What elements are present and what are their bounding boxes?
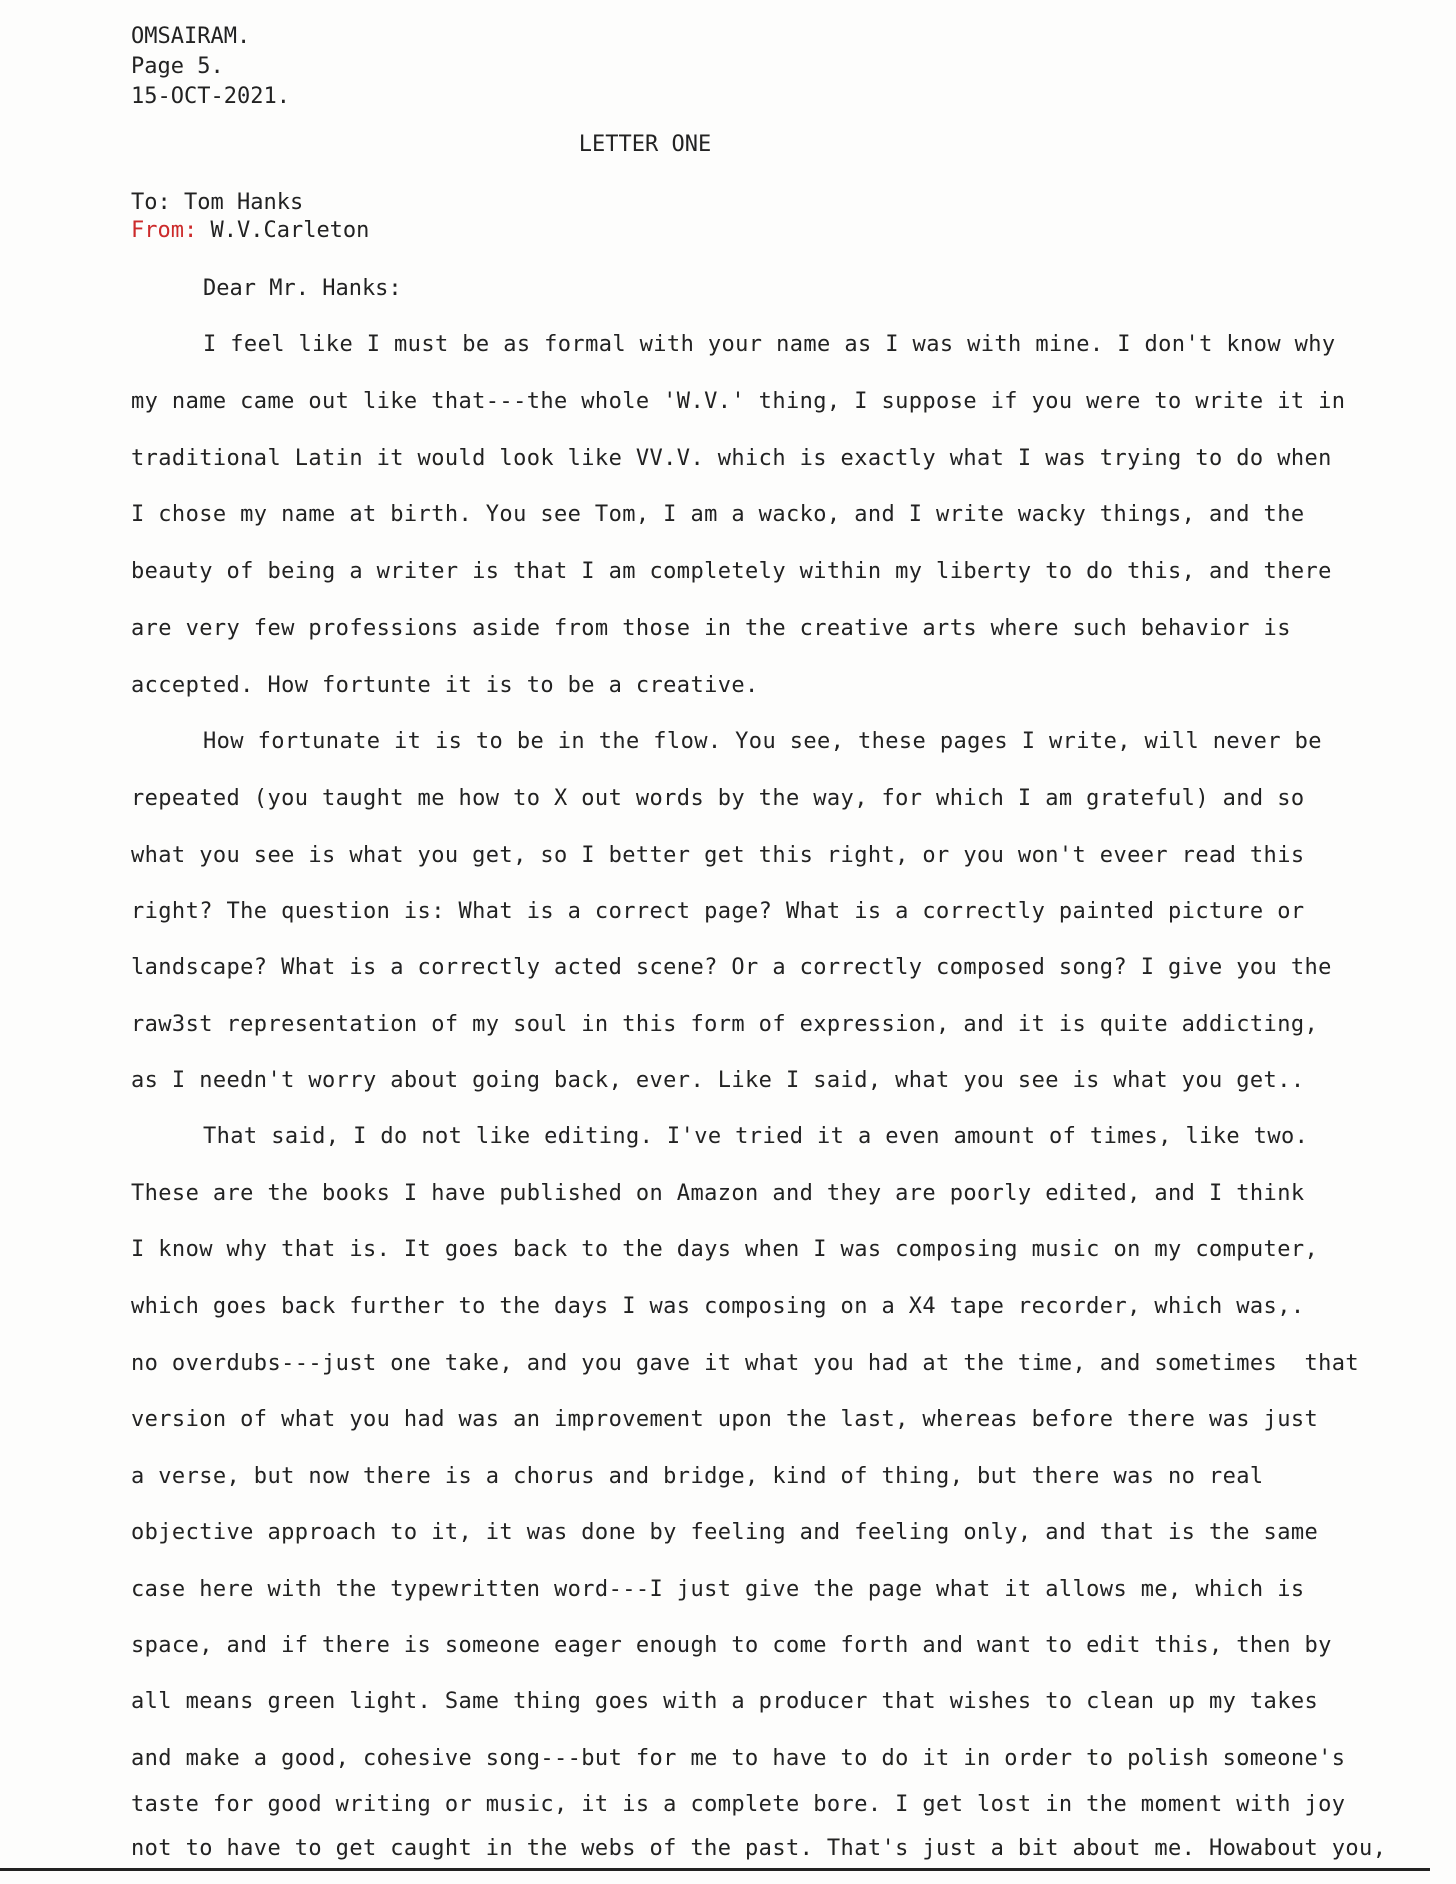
body-line: I feel like I must be as formal with your name as I was with mine. I don't know why bbox=[203, 332, 1336, 357]
body-line: all means green light. Same thing goes with a producer that wishes to clean up my takes bbox=[131, 1689, 1319, 1714]
letter-title: LETTER ONE bbox=[578, 132, 712, 157]
body-line: version of what you had was an improvement upon the last, whereas before there was just bbox=[131, 1407, 1319, 1432]
body-line: repeated (you taught me how to X out words by the way, for which I am grateful) and so bbox=[131, 786, 1305, 811]
body-line: and make a good, cohesive song---but for me to have to do it in order to polish someone's bbox=[131, 1746, 1346, 1771]
body-line: are very few professions aside from those in the creative arts where such behavior is bbox=[131, 616, 1291, 641]
recipient-line: To: Tom Hanks bbox=[131, 190, 304, 215]
body-line: raw3st representation of my soul in this form of expression, and it is quite addicting, bbox=[131, 1012, 1319, 1037]
letter-date: 15-OCT-2021. bbox=[131, 84, 290, 109]
body-line: taste for good writing or music, it is a complete bore. I get lost in the moment with joy bbox=[131, 1792, 1346, 1817]
body-line: what you see is what you get, so I better get this right, or you won't eveer read this bbox=[131, 843, 1305, 868]
body-line: landscape? What is a correctly acted scene? Or a correctly composed song? I give you the bbox=[131, 955, 1332, 980]
body-line: How fortunate it is to be in the flow. You see, these pages I write, will never be bbox=[203, 729, 1322, 754]
body-line: a verse, but now there is a chorus and bridge, kind of thing, but there was no real bbox=[131, 1464, 1264, 1489]
body-line: accepted. How fortunte it is to be a creative. bbox=[131, 673, 759, 698]
body-line: These are the books I have published on Amazon and they are poorly edited, and I think bbox=[131, 1181, 1305, 1206]
body-line: I know why that is. It goes back to the days when I was composing music on my computer, bbox=[131, 1237, 1319, 1262]
body-line: space, and if there is someone eager enough to come forth and want to edit this, then by bbox=[131, 1633, 1332, 1658]
body-line: objective approach to it, it was done by feeling and feeling only, and that is the same bbox=[131, 1520, 1319, 1545]
body-line: as I needn't worry about going back, ever. Like I said, what you see is what you get.. bbox=[131, 1068, 1305, 1093]
salutation: Dear Mr. Hanks: bbox=[203, 276, 402, 301]
page-number: Page 5. bbox=[131, 54, 224, 79]
body-line: case here with the typewritten word---I just give the page what it allows me, which is bbox=[131, 1577, 1305, 1602]
body-line: That said, I do not like editing. I've tried it a even amount of times, like two. bbox=[203, 1124, 1309, 1149]
body-line: no overdubs---just one take, and you gave it what you had at the time, and sometimes that bbox=[131, 1351, 1360, 1376]
body-line: my name came out like that---the whole 'W.V.' thing, I suppose if you were to write it in bbox=[131, 389, 1346, 414]
body-line: beauty of being a writer is that I am completely within my liberty to do this, and there bbox=[131, 559, 1332, 584]
sender-name: W.V.Carleton bbox=[197, 218, 370, 243]
body-line: right? The question is: What is a correct page? What is a correctly painted picture or bbox=[131, 899, 1305, 924]
page-bottom-edge bbox=[0, 1868, 1430, 1871]
body-line: not to have to get caught in the webs of the past. That's just a bit about me. Howabout you, bbox=[131, 1836, 1387, 1861]
header-greeting: OMSAIRAM. bbox=[131, 24, 251, 49]
body-line: I chose my name at birth. You see Tom, I am a wacko, and I write wacky things, and the bbox=[131, 502, 1305, 527]
body-line: which goes back further to the days I was composing on a X4 tape recorder, which was,. bbox=[131, 1294, 1305, 1319]
page-header bbox=[131, 22, 290, 112]
from-label: From: bbox=[131, 218, 198, 243]
sender-line bbox=[131, 218, 369, 243]
body-line: traditional Latin it would look like VV.V. which is exactly what I was trying to do when bbox=[131, 446, 1332, 471]
